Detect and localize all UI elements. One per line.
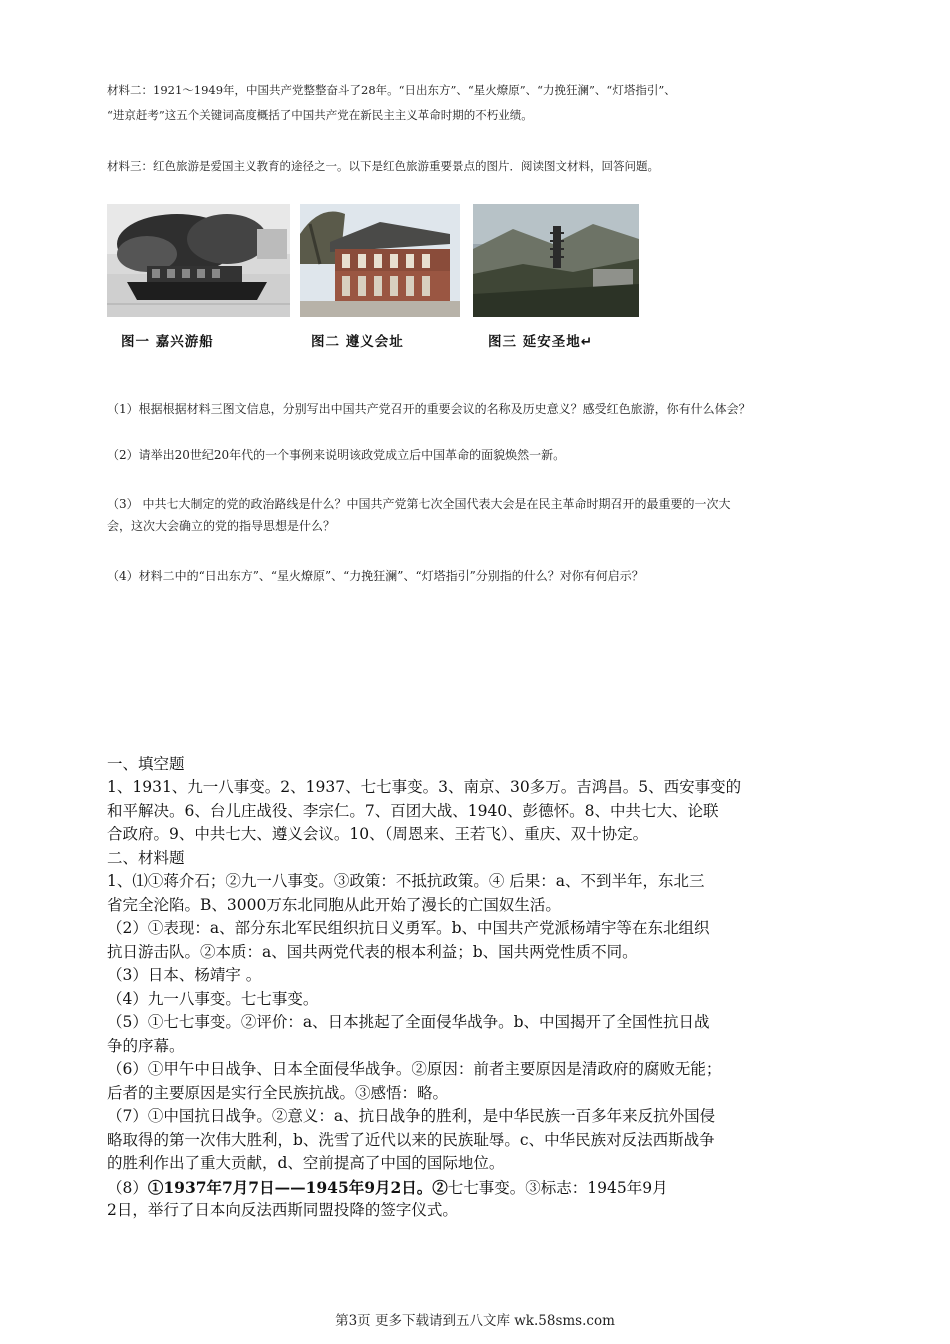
zunyi-meeting-site-photo [300, 204, 460, 317]
material-answer-2-line-2: 抗日游击队。②本质：a、国共两党代表的根本利益；b、国共两党性质不同。 [107, 943, 638, 961]
fill-answer-line-2: 和平解决。6、台儿庄战役、李宗仁。7、百团大战、1940、彭德怀。8、中共七大、论联 [107, 802, 719, 820]
question-2: （2）请举出20世纪20年代的一个事例来说明该政党成立后中国革命的面貌焕然一新。 [107, 448, 566, 462]
answer-8-rest: 七七事变。③标志：1945年9月 [447, 1179, 668, 1197]
figure-2-caption: 图二 遵义会址 [311, 334, 404, 350]
material-answer-5-line-2: 争的序幕。 [107, 1037, 185, 1055]
answers-heading-fill-blank: 一、填空题 [107, 755, 185, 773]
answers-heading-material: 二、材料题 [107, 849, 185, 867]
material-2-line-2: “进京赶考”这五个关键词高度概括了中国共产党在新民主主义革命时期的不朽业绩。 [107, 108, 533, 122]
figure-3-caption: 图三 延安圣地↵ [488, 334, 594, 350]
material-answer-1-line-1: 1、⑴①蒋介石；②九一八事变。③政策：不抵抗政策。④ 后果：a、不到半年，东北三 [107, 872, 705, 890]
fill-answer-line-1: 1、1931、九一八事变。2、1937、七七事变。3、南京、30多万。吉鸿昌。5、西安事变的 [107, 778, 742, 796]
fill-answer-line-3: 合政府。9、中共七大、遵义会议。10、（周恩来、王若飞）、重庆、双十协定。 [107, 825, 649, 843]
material-answer-7-line-3: 的胜利作出了重大贡献，d、空前提高了中国的国际地位。 [107, 1154, 505, 1172]
question-4: （4）材料二中的“日出东方”、“星火燎原”、“力挽狂澜”、“灯塔指引”分别指的什么？对你有何启示？ [107, 569, 644, 583]
material-answer-3: （3）日本、杨靖宇 。 [107, 966, 262, 984]
material-answer-5-line-1: （5）①七七事变。②评价：a、日本挑起了全面侵华战争。b、中国揭开了全国性抗日战 [107, 1013, 710, 1031]
material-answer-7-line-2: 略取得的第一次伟大胜利，b、洗雪了近代以来的民族耻辱。c、中华民族对反法西斯战争 [107, 1131, 715, 1149]
material-answer-7-line-1: （7）①中国抗日战争。②意义：a、抗日战争的胜利，是中华民族一百多年来反抗外国侵 [107, 1107, 716, 1125]
jiaxing-boat-photo [107, 204, 290, 317]
question-3-line-2: 会，这次大会确立的党的指导思想是什么？ [107, 519, 336, 533]
yanan-pagoda-photo [473, 204, 639, 317]
material-2-line-1: 材料二：1921～1949年，中国共产党整整奋斗了28年。“日出东方”、“星火燎原”、“力挽狂澜”、“灯塔指引”、 [107, 83, 676, 97]
material-answer-6-line-1: （6）①甲午中日战争、日本全面侵华战争。②原因：前者主要原因是清政府的腐败无能； [107, 1060, 722, 1078]
material-answer-4: （4）九一八事变。七七事变。 [107, 990, 319, 1008]
material-3: 材料三：红色旅游是爱国主义教育的途径之一。以下是红色旅游重要景点的图片．阅读图文材料，回答问题。 [107, 159, 659, 173]
figure-1-caption: 图一 嘉兴游船 [121, 334, 214, 350]
answer-8-prefix: （8） [107, 1179, 148, 1197]
material-answer-6-line-2: 后者的主要原因是实行全民族抗战。③感悟：略。 [107, 1084, 449, 1102]
material-answer-2-line-1: （2）①表现：a、部分东北军民组织抗日义勇军。b、中国共产党派杨靖宇等在东北组织 [107, 919, 710, 937]
question-3-line-1: （3） 中共七大制定的党的政治路线是什么？中国共产党第七次全国代表大会是在民主革命时期召开的最重要的一次大 [107, 497, 731, 511]
material-answer-8-line-2: 2日，举行了日本向反法西斯同盟投降的签字仪式。 [107, 1201, 458, 1219]
material-answer-8-line-1 [107, 1176, 847, 1201]
answer-8-bold-dates: ①1937年7月7日——1945年9月2日。② [147, 1178, 448, 1197]
page-footer: 第3页 更多下载请到五八文库 wk.58sms.com [335, 1313, 615, 1329]
material-answer-1-line-2: 省完全沦陷。B、3000万东北同胞从此开始了漫长的亡国奴生活。 [107, 896, 561, 914]
question-1: （1）根据根据材料三图文信息，分别写出中国共产党召开的重要会议的名称及历史意义？感受红色旅游，你有什么体会？ [107, 402, 751, 416]
